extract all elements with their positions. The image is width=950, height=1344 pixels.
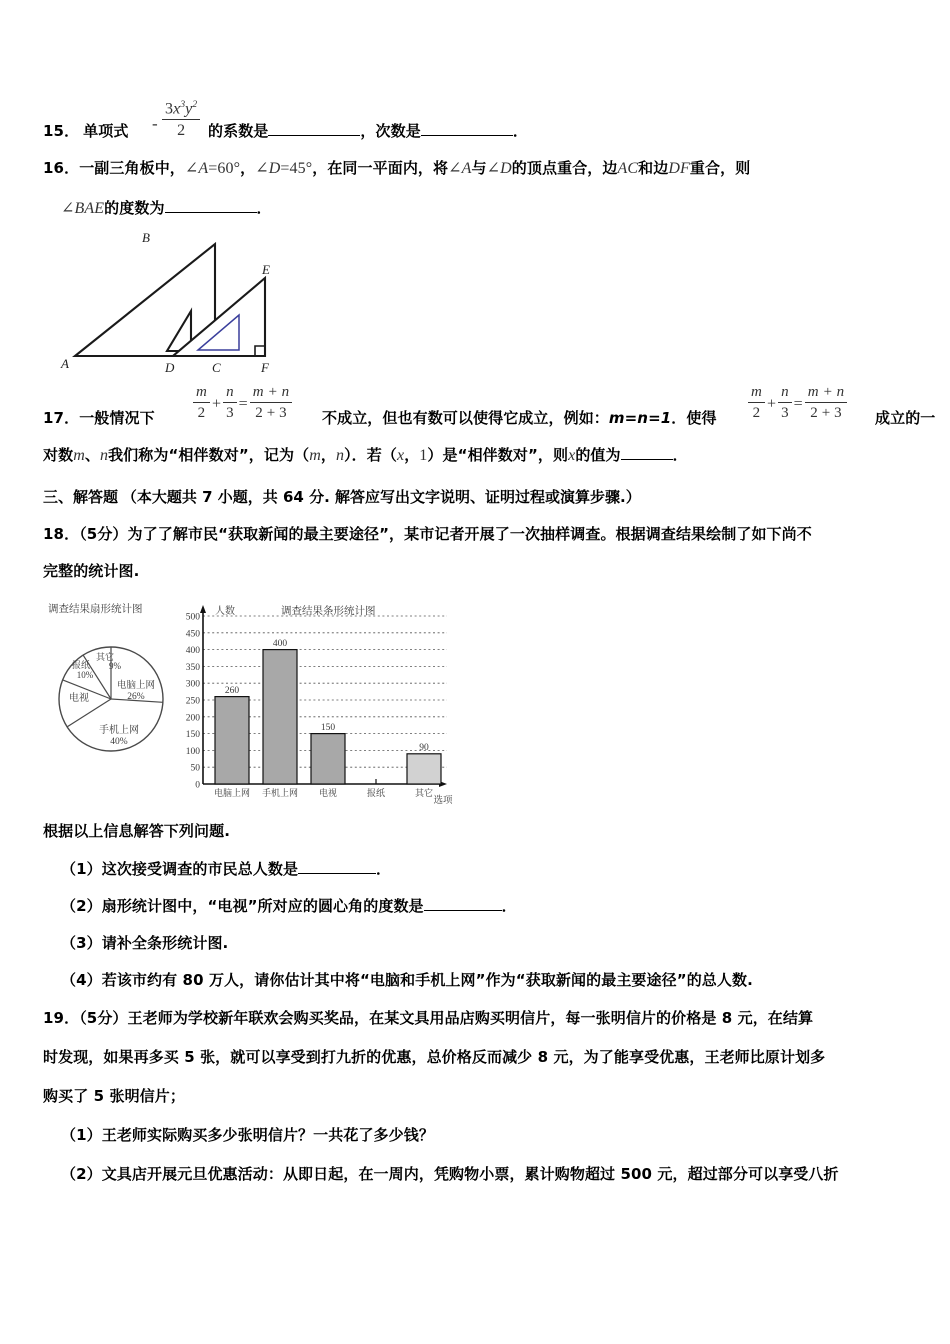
q16-number: 16．	[43, 159, 80, 177]
q17-dot: ．	[671, 409, 687, 427]
question-18-line1	[43, 516, 909, 553]
question-17-line2	[43, 432, 909, 479]
statistics-charts	[43, 594, 463, 812]
q18-sub1-label: （1）这次接受调查的市民总人数是	[61, 860, 299, 878]
q16-angle-d: ∠D	[255, 160, 281, 177]
q16-text-6: 重合，则	[689, 159, 751, 177]
label-e: E	[262, 262, 270, 277]
xtick-tv: 电视	[318, 789, 338, 799]
q18-sub-2	[61, 888, 909, 925]
q15-fraction	[160, 96, 202, 142]
q16-text-1: 一副三角板中，	[79, 159, 185, 177]
ytick-250: 250	[185, 696, 200, 707]
q17-eq2-f2-den: 3	[781, 405, 789, 421]
q17-number: 17．	[43, 409, 80, 427]
q18-text-line2: 完整的统计图.	[43, 562, 140, 580]
bar-chart-yticks	[186, 613, 201, 791]
q15-tail-label: 次数是	[375, 122, 421, 140]
bar-chart-title: 调查结果条形统计图	[281, 605, 376, 617]
q17-l2-a: 对数	[43, 446, 74, 464]
q18-sub4-label: （4）若该市约有 80 万人，请你估计其中将“电脑和手机上网”作为“获取新闻的最主要途径”的总人数.	[61, 971, 753, 989]
q15-numerator	[162, 96, 200, 120]
q17-eq1-f2-num: n	[223, 383, 237, 403]
bar-tv	[311, 734, 345, 784]
xtick-newspaper: 报纸	[366, 789, 386, 799]
section-3-heading	[43, 479, 909, 516]
bar-other	[407, 754, 441, 784]
q16-side-df: DF	[668, 160, 690, 177]
q17-eq1-f3-den: 2 + 3	[255, 405, 287, 421]
q18-sub-4	[61, 962, 909, 999]
pie-label-newspaper: 报纸	[71, 661, 91, 671]
label-f: F	[261, 360, 269, 375]
q17-eq1-f3-num: m + n	[250, 383, 292, 403]
page-content	[43, 96, 936, 1194]
q17-eq2-f1-den: 2	[752, 405, 761, 421]
q16-text-2: ，在同一平面内，将	[312, 159, 449, 177]
ytick-350: 350	[185, 662, 200, 673]
q17-eq1-plus: +	[211, 395, 222, 413]
q18-text-line1: （5分）为了了解市民“获取新闻的最主要途径”，某市记者开展了一次抽样调查。根据调查结果绘制了如下尚不	[79, 525, 812, 543]
q15-num-y: y	[185, 100, 193, 118]
q16-line2-text: 的度数为	[104, 199, 165, 217]
section-3-title: 三、解答题	[43, 488, 119, 506]
q17-answer-blank[interactable]	[621, 459, 673, 460]
pie-value-other: 9%	[109, 661, 121, 671]
q17-eq1-f1-num: m	[193, 383, 210, 403]
q19-sub1-label: （1）王老师实际购买多少张明信片？一共花了多少钱？	[61, 1126, 434, 1144]
q17-eq1-f2-den: 3	[226, 405, 234, 421]
bar-computer	[215, 697, 249, 784]
q18-sub1-period: ．	[376, 860, 392, 878]
question-19-line1	[43, 999, 909, 1038]
ytick-400: 400	[185, 646, 200, 657]
q17-equation-2	[746, 383, 849, 423]
figure-statistics	[43, 594, 909, 812]
q17-l2-x: x	[396, 447, 405, 464]
ytick-450: 450	[185, 629, 200, 640]
q15-minus-sign: -	[152, 114, 158, 133]
q18-sub-1	[61, 851, 909, 888]
xtick-computer: 电脑上网	[213, 789, 251, 799]
question-18-line2	[43, 553, 909, 590]
q17-tail	[875, 399, 935, 438]
xtick-phone: 手机上网	[261, 789, 299, 799]
q17-make-label: 使得	[686, 409, 717, 427]
q16-angle-a-2: ∠A	[448, 160, 472, 177]
q19-text-line3: 购买了 5 张明信片；	[43, 1087, 185, 1105]
q17-lead-label: 一般情况下	[79, 409, 155, 427]
q17-mid	[322, 399, 717, 438]
q16-side-ac: AC	[617, 160, 639, 177]
pie-value-phone: 40%	[110, 737, 128, 747]
q16-eq-45: =45°	[280, 160, 313, 177]
question-16	[43, 148, 909, 189]
bar-chart-y-arrow	[200, 605, 206, 613]
q19-sub2-label: （2）文具店开展元旦优惠活动：从即日起，在一周内，凭购物小票，累计购物超过 500 元，超过部分可以享受八折	[61, 1165, 839, 1183]
q18-number: 18．	[43, 525, 80, 543]
q17-eq2-f3-den: 2 + 3	[810, 405, 842, 421]
label-a: A	[61, 356, 69, 371]
q16-angle-a: ∠A	[184, 160, 209, 177]
q17-l2-e: ）是“相伴数对”，则	[427, 446, 569, 464]
q19-number: 19．	[43, 1009, 80, 1027]
q15-number: 15．	[43, 122, 80, 140]
q17-mid-label: 不成立，但也有数可以使得它成立，例如：	[322, 409, 609, 427]
pie-label-phone: 手机上网	[99, 725, 139, 736]
q15-num-x: x	[173, 100, 181, 118]
question-16-line2	[61, 189, 909, 228]
bar-phone	[263, 650, 297, 784]
bar-value-tv: 150	[320, 723, 336, 733]
question-15	[43, 96, 909, 148]
label-c: C	[212, 360, 221, 375]
bar-value-computer: 260	[224, 686, 240, 696]
q15-comma: ，	[360, 122, 376, 140]
q19-sub-1	[61, 1116, 909, 1155]
bar-chart-xticks	[214, 787, 433, 799]
bar-value-phone: 400	[272, 639, 288, 649]
q16-eq-60: =60°	[208, 160, 241, 177]
q19-sub-2	[61, 1155, 909, 1194]
section-3-detail: （本大题共 7 小题，共 64 分. 解答应写出文字说明、证明过程或演算步骤.）	[121, 488, 641, 506]
pie-label-tv: 电视	[69, 693, 89, 704]
bar-chart-ylabel: 人数	[215, 606, 235, 617]
q17-l2-n: n	[99, 447, 109, 464]
q17-equation-1	[191, 383, 294, 423]
q17-l2-m2: m	[309, 447, 321, 464]
question-19-line2	[43, 1038, 909, 1077]
q17-l2-comma2: ，	[404, 446, 420, 464]
q17-l2-f: 的值为	[575, 446, 621, 464]
q19-text-line2: 时发现，如果再多买 5 张，就可以享受到打九折的优惠，总价格反而减少 8 元，为了能享受优惠，王老师比原计划多	[43, 1048, 826, 1066]
q17-eq1-f1-den: 2	[197, 405, 206, 421]
question-19-line3	[43, 1077, 909, 1116]
q17-tail-label: 成立的一	[875, 409, 936, 427]
q18-sub2-period: ．	[501, 897, 517, 915]
q16-answer-blank[interactable]	[165, 212, 257, 213]
q17-lead	[43, 399, 155, 438]
ytick-50: 50	[190, 763, 200, 774]
q18-sub3-label: （3）请补全条形统计图.	[61, 934, 229, 952]
q15-lead-label: 单项式	[83, 122, 129, 140]
q17-l2-comma: ，	[320, 446, 336, 464]
q16-text-4: 的顶点重合，边	[511, 159, 618, 177]
q15-answer-blank-2[interactable]	[421, 135, 513, 136]
q17-l2-b: 、	[84, 446, 100, 464]
ytick-100: 100	[185, 746, 200, 757]
pie-value-computer: 26%	[127, 692, 145, 702]
q16-angle-bae: ∠BAE	[61, 200, 105, 217]
q18-prompt-label: 根据以上信息解答下列问题.	[43, 822, 230, 840]
q15-lead-text	[43, 112, 128, 151]
q15-period: ．	[512, 122, 528, 140]
q18-sub2-label: （2）扇形统计图中，“电视”所对应的圆心角的度数是	[61, 897, 424, 915]
q16-text-5: 和边	[638, 159, 669, 177]
ytick-200: 200	[185, 713, 200, 724]
q17-l2-one: 1	[419, 447, 428, 464]
q17-eq2-f3-num: m + n	[805, 383, 847, 403]
q17-eq2-f1-num: m	[748, 383, 765, 403]
q18-prompt	[43, 812, 909, 851]
set-squares-diagram	[59, 228, 279, 380]
question-17	[43, 380, 936, 432]
q17-example: m=n=1	[608, 409, 672, 427]
q16-text-3: 与	[471, 159, 487, 177]
q17-l2-period: ．	[672, 446, 688, 464]
q15-num-y-exp: 2	[192, 100, 198, 110]
q18-sub2-answer-blank[interactable]	[424, 910, 502, 911]
q15-num-x-exp: 3	[180, 100, 186, 110]
q15-answer-blank-1[interactable]	[268, 135, 360, 136]
q15-mid-label: 的系数是	[208, 122, 269, 140]
bar-chart-xlabel: 选项	[433, 795, 453, 806]
label-b: B	[142, 230, 150, 245]
q17-l2-n2: n	[335, 447, 345, 464]
q17-eq1-equals: =	[238, 395, 248, 413]
q17-l2-m: m	[73, 447, 85, 464]
ytick-0: 0	[195, 780, 200, 791]
q16-angle-d-2: ∠D	[486, 160, 512, 177]
q15-denominator: 2	[177, 122, 186, 140]
q17-eq2-equals: =	[793, 395, 803, 413]
pie-label-other: 其它	[95, 653, 115, 663]
ytick-500: 500	[185, 612, 200, 623]
label-d: D	[165, 360, 175, 375]
q19-text-line1: （5分）王老师为学校新年联欢会购买奖品，在某文具用品店购买明信片，每一张明信片的价格是 8 元，在结算	[79, 1009, 814, 1027]
q15-tail-text	[208, 112, 528, 151]
q16-period: ．	[256, 199, 272, 217]
q17-l2-c: 我们称为“相伴数对”，记为（	[108, 446, 310, 464]
bar-value-other: 90	[419, 743, 429, 753]
ytick-150: 150	[185, 730, 200, 741]
pie-chart-title: 调查结果扇形统计图	[48, 603, 143, 615]
xtick-other: 其它	[414, 789, 434, 799]
pie-value-newspaper: 10%	[76, 670, 94, 680]
q18-sub1-answer-blank[interactable]	[298, 873, 376, 874]
pie-label-computer: 电脑上网	[116, 680, 156, 691]
q15-num-coef: 3	[165, 100, 174, 118]
q17-l2-x2: x	[568, 447, 576, 464]
q17-l2-d: ）．若（	[344, 446, 397, 464]
q17-eq2-f2-num: n	[778, 383, 792, 403]
q16-comma-1: ，	[240, 159, 256, 177]
ytick-300: 300	[185, 679, 200, 690]
q17-eq2-plus: +	[766, 395, 777, 413]
figure-triangles	[59, 228, 909, 380]
q18-sub-3	[61, 925, 909, 962]
